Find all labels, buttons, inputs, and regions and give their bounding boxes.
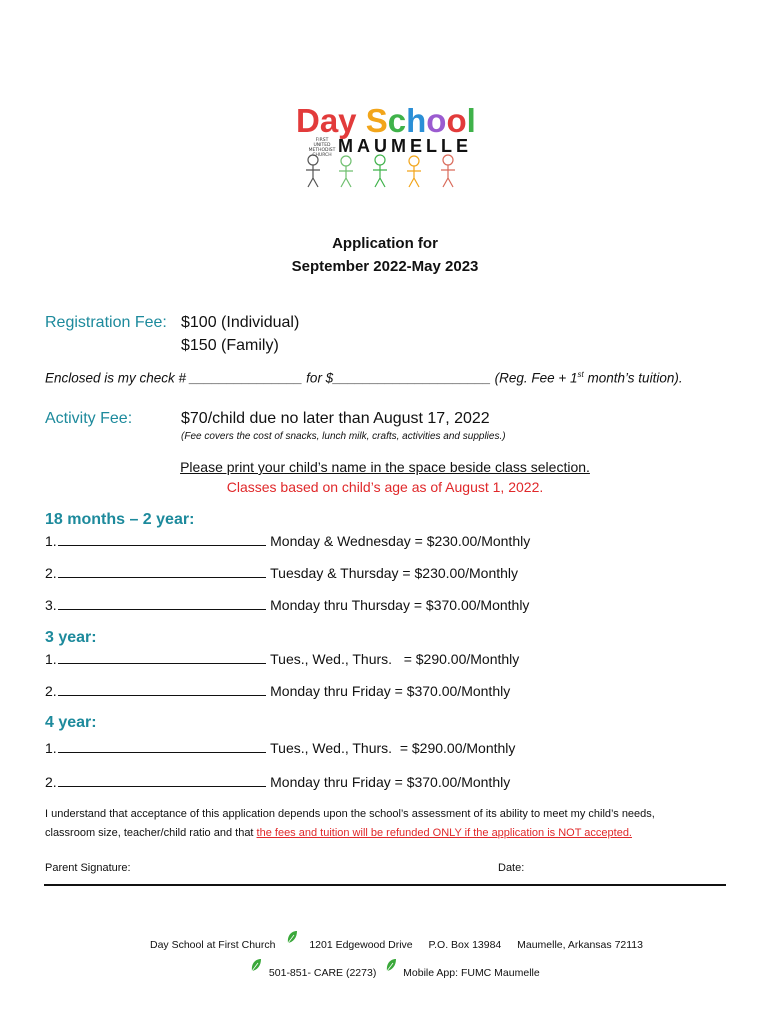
class-heading-4-year: 4 year: [45,714,97,731]
child-name-field[interactable] [58,564,266,578]
child-name-field[interactable] [58,532,266,546]
enclosed-check-line: Enclosed is my check # _______________ for $_____________________ (Reg. Fee + 1st month’s tuition). [45,370,683,386]
class-row: 3. Monday thru Thursday = $370.00/Monthly [45,597,530,613]
class-row: 1. Tues., Wed., Thurs. = $290.00/Monthly [45,740,516,756]
refund-policy-text: the fees and tuition will be refunded ONLY if the application is NOT accepted. [256,827,632,839]
class-heading-3-year: 3 year: [45,629,97,646]
leaf-icon [250,958,262,972]
date-label: Date: [498,862,525,874]
activity-fee-note: (Fee covers the cost of snacks, lunch milk, crafts, activities and supplies.) [181,431,506,442]
class-row: 2. Tuesday & Thursday = $230.00/Monthly [45,565,519,581]
class-row: 2. Monday thru Friday = $370.00/Monthly [45,774,511,790]
title-line-2: September 2022-May 2023 [291,258,479,275]
acceptance-statement-line-1: I understand that acceptance of this application depends upon the school’s assessment of its ability to meet my child’s needs, [45,808,655,820]
child-name-field[interactable] [58,773,266,787]
child-name-field[interactable] [58,682,266,696]
logo-children-drawing-icon [298,154,478,190]
registration-fee-individual: $100 (Individual) [181,314,300,331]
registration-fee-label: Registration Fee: [45,314,167,331]
activity-fee-value: $70/child due no later than August 17, 2022 [181,410,490,427]
child-name-field[interactable] [58,596,266,610]
acceptance-statement-line-2: classroom size, teacher/child ratio and that the fees and tuition will be refunded ONLY if the application is NOT accepted. [45,827,632,839]
class-row: 2. Monday thru Friday = $370.00/Monthly [45,683,511,699]
child-name-field[interactable] [58,650,266,664]
parent-signature-label: Parent Signature: [45,862,131,874]
age-basis-note: Classes based on child’s age as of August 1, 2022. [226,479,544,495]
title-line-1: Application for [332,235,438,252]
child-name-field[interactable] [58,739,266,753]
logo-wordmark [296,102,476,140]
logo-maumelle: MAUMELLE [338,136,472,156]
leaf-icon [286,930,298,944]
leaf-icon [385,958,397,972]
footer-line-1: Day School at First Church 1201 Edgewood Drive P.O. Box 13984 Maumelle, Arkansas 72113 [150,930,643,951]
logo-school: School [365,102,476,139]
class-row: 1. Tues., Wed., Thurs. = $290.00/Monthly [45,651,520,667]
class-row: 1. Monday & Wednesday = $230.00/Monthly [45,533,531,549]
logo-church-text: FIRST UNITED METHODIST CHURCH [308,138,336,158]
logo-day: Day [296,102,357,139]
class-heading-18-months: 18 months – 2 year: [45,511,195,528]
print-name-instruction: Please print your child’s name in the space beside class selection. [180,459,590,475]
day-school-logo [290,100,490,192]
signature-line[interactable] [44,884,726,886]
footer-line-2: 501-851- CARE (2273) Mobile App: FUMC Maumelle [250,958,540,979]
activity-fee-label: Activity Fee: [45,410,133,427]
registration-fee-family: $150 (Family) [181,337,279,354]
